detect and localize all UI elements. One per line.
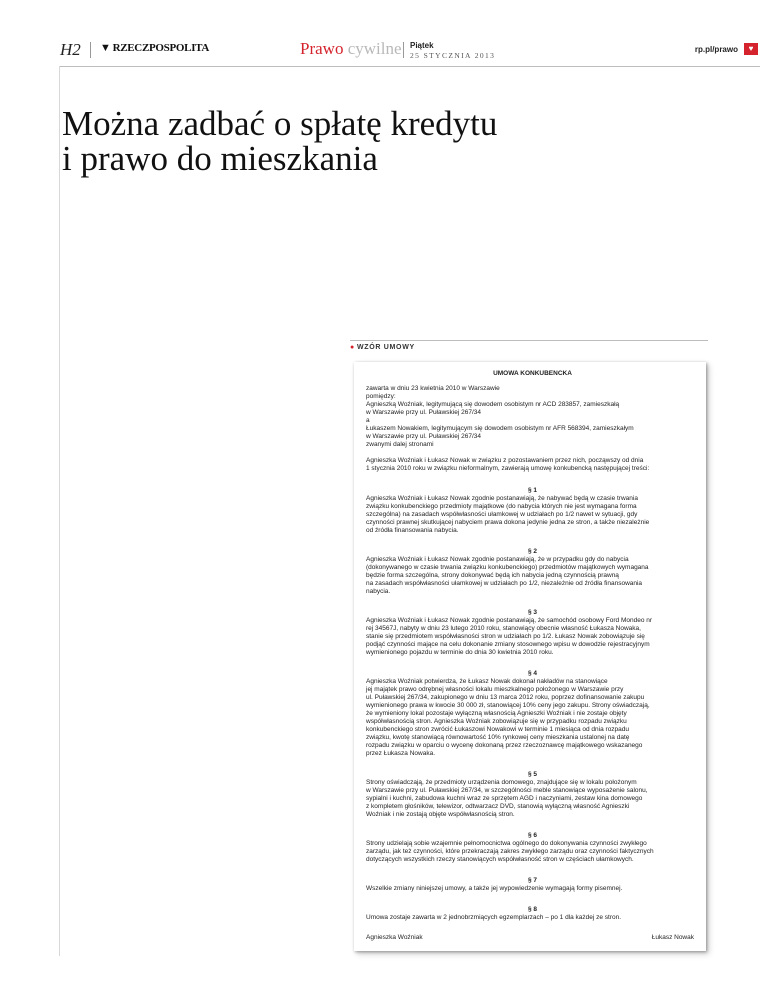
section-number: § 6 [527,832,538,839]
section-title-part1: Prawo [300,39,344,58]
contract-intro: zawarta w dniu 23 kwietnia 2010 w Warszawie pomiędzy: Agnieszką Woźniak, legitymującą się dowodem osobistym nr ACD 283857, zamieszkałą w Warszawie przy ul. Puławskiej 267/34 a Łukaszem Nowakiem, legitymującym się dowodem osobistym nr AFR 568394, zamieszkałym w Warszawie przy ul. Puławskiej 267/34 zwanymi dalej stronami [366,385,634,448]
bullet-icon: ● [350,344,355,351]
box-label-text: WZÓR UMOWY [356,344,415,351]
section-number: § 4 [527,670,538,677]
contract-preamble: Agnieszka Woźniak i Łukasz Nowak w związku z pozostawaniem przez nich, począwszy od dnia 1 stycznia 2010 roku w związku nieformalnym, zawierają umowę konkubencką następującej treści: [366,457,650,472]
contract-title: UMOWA KONKUBENCKA [493,370,572,377]
section-text: Agnieszka Woźniak i Łukasz Nowak zgodnie postanawiają, że nabywać będą w czasie trwania związku konkubenckiego przedmioty majątkowe (do nabycia których nie jest wymagana forma szczególna) na zasadach współwłasności ułamkowej w udziałach po 1/2 nawet w sytuacji, gdy czynności prawnej skutkującej nabyciem prawa dokona jedynie jedna ze stron, a także niezależnie od źródła finansowania nabycia. [366,495,650,534]
section-title-part2: cywilne [347,39,402,58]
heart-icon: ♥ [744,43,758,55]
site-link[interactable]: rp.pl/prawo [694,45,738,54]
signature-right: Łukasz Nowak [651,934,694,941]
signature-left: Agnieszka Woźniak [366,934,423,941]
eagle-icon: ▼ [100,42,111,54]
header-divider [403,42,404,58]
section-text: Strony oświadczają, że przedmioty urządzenia domowego, znajdujące się w lokalu położonym w Warszawie przy ul. Puławskiej 267/34, w szczególności meble stanowiące wyposażenie salonu, sypialni i kuchni, zabudowa kuchni wraz ze sprzętem AGD i naczyniami, zestaw kina domowego z kompletem głośników, telewizor, odtwarzacz DVD, stanowią wyłączną własność Agnieszki Woźniak i nie zostają objęte współwłasnością stron. [366,779,648,818]
box-rule [350,340,708,341]
section-title [300,39,402,59]
column-rule [59,66,60,956]
section-number: § 3 [527,609,538,616]
section-number: § 8 [527,906,538,913]
headline-line: i prawo do mieszkania [62,139,378,178]
contract-document [354,362,706,951]
issue-day: Piątek [410,41,434,50]
signatures [366,934,694,941]
newspaper-logo [100,42,209,54]
header-divider [90,42,91,58]
page-header [60,40,760,62]
box-label [350,344,415,351]
section-number: § 2 [527,548,538,555]
section-text: Agnieszka Woźniak potwierdza, że Łukasz Nowak dokonał nakładów na stanowiące jej majątek prawo odrębnej własności lokalu mieszkalnego położonego w Warszawie przy ul. Puławskiej 267/34, zakupionego w dniu 13 marca 2012 roku, poprzez dofinansowanie zakupu wymienionego prawa w kwocie 30 000 zł, stanowiącej 10% ceny jego zakupu. Strony oświadczają, że wymieniony lokal pozostaje wyłączną własnością Agnieszki Woźniak i nie zostaje objęty współwłasnością stron. Agnieszka Woźniak zobowiązuje się w przypadku rozpadu związku konkubenckiego stron zwrócić Łukaszowi Nowakowi w terminie 1 miesiąca od dnia rozpadu związku, kwotę stanowiącą równowartość 10% rynkowej ceny mieszkania ustalonej na datę rozpadu związku w oparciu o wycenę dokonaną przez rzeczoznawcę majątkowego wskazanego przez Łukasza Nowaka. [366,678,650,757]
section-text: Strony udzielają sobie wzajemnie pełnomocnictwa ogólnego do dokonywania czynności zwykłego zarządu, jak też czynności, które przekraczają zakres zwykłego zarządu oraz czynności faktycznych dotyczących wszystkich rzeczy stanowiących współwłasność stron w częściach ułamkowych. [366,840,654,863]
headline-line: Można zadbać o spłatę kredytu [62,104,498,143]
issue-date: 25 STYCZNIA 2013 [410,51,496,60]
section-text: Agnieszka Woźniak i Łukasz Nowak zgodnie postanawiają, że w przypadku gdy do nabycia (dokonywanego w czasie trwania związku konkubenckiego) przedmiotów majątkowych wymagana będzie forma szczególna, strony dokonywać będą ich nabycia jedną czynnością prawną na zasadach współwłasności ułamkowej w udziałach po 1/2, niezależnie od źródła finansowania nabycia. [366,556,649,595]
section-number: § 7 [527,877,538,884]
page-number: H2 [60,40,81,59]
section-number: § 5 [527,771,538,778]
header-rule [60,66,760,67]
logo-text: RZECZPOSPOLITA [112,42,210,54]
section-number: § 1 [527,487,538,494]
article-headline [62,106,497,176]
section-text: Wszelkie zmiany niniejszej umowy, a także jej wypowiedzenie wymagają formy pisemnej. [366,885,623,892]
section-text: Umowa zostaje zawarta w 2 jednobrzmiących egzemplarzach – po 1 dla każdej ze stron. [366,914,622,921]
section-text: Agnieszka Woźniak i Łukasz Nowak zgodnie postanawiają, że samochód osobowy Ford Mondeo nr rej 34567J, nabyty w dniu 23 lutego 2010 roku, stanowiący obecnie własność Łukasza Nowaka, stanie się przedmiotem współwłasności stron w udziałach po 1/2. Łukasz Nowak zobowiązuje się podjąć czynności mające na celu dokonanie zmiany stosownego wpisu w dowodzie rejestracyjnym wymienionego pojazdu w terminie do dnia 30 kwietnia 2010 roku. [366,617,653,656]
